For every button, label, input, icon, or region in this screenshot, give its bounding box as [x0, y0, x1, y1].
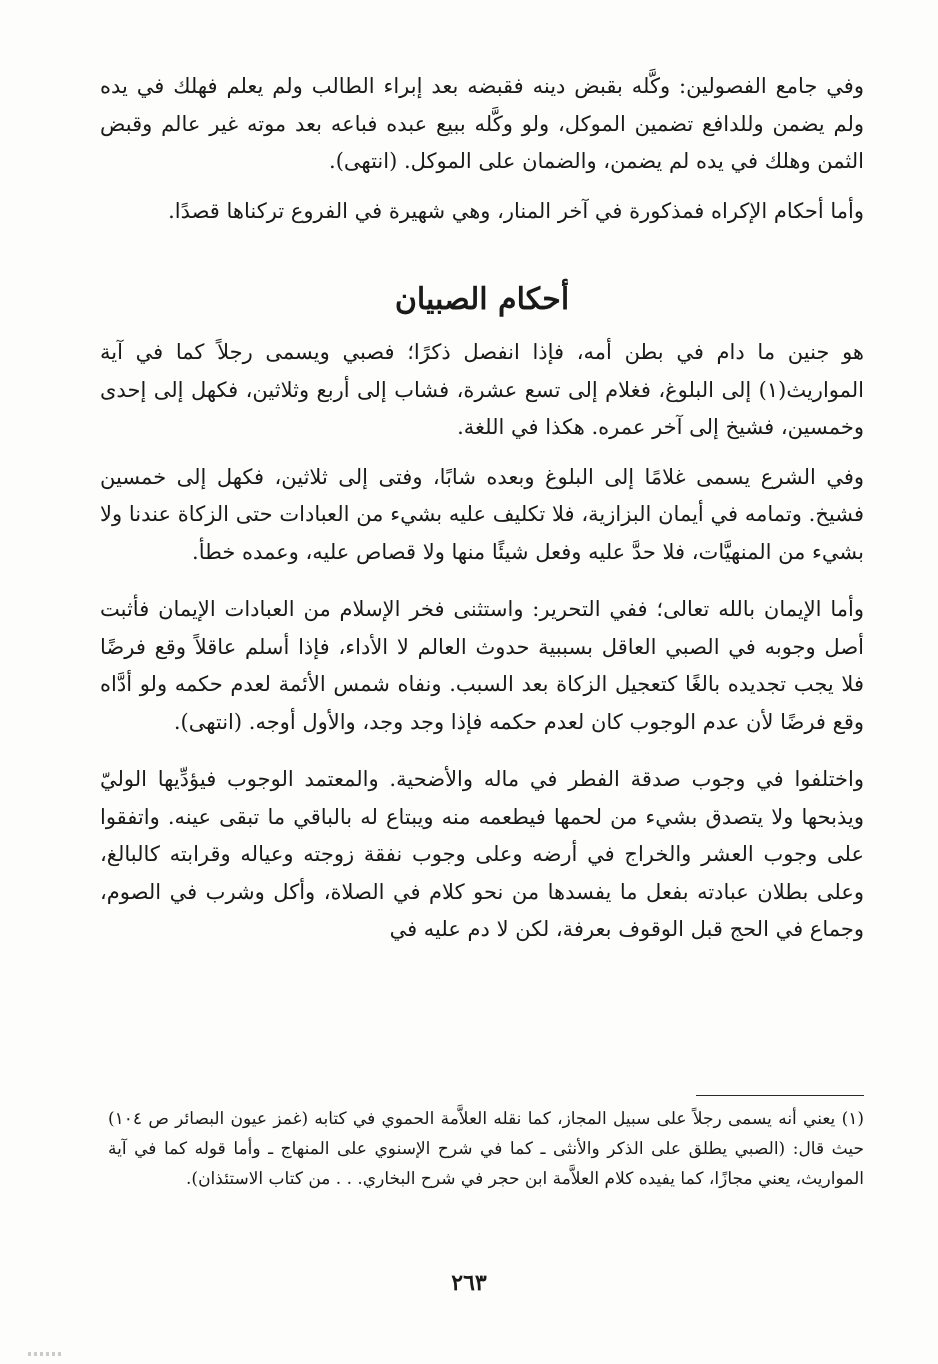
paragraph-3: هو جنين ما دام في بطن أمه، فإذا انفصل ذكرًا؛ فصبي ويسمى رجلاً كما في آية المواريث(١) إلى البلوغ، فغلام إلى تسع عشرة، فشاب إلى أربع وثلاثين، فكهل إلى إحدى وخمسين، فشيخ إلى آخر عمره. هكذا في اللغة. [100, 340, 864, 439]
main-text [100, 68, 864, 949]
footnote-1: (١) يعني أنه يسمى رجلاً على سبيل المجاز، كما نقله العلاَّمة الحموي في كتابه (غمز عيون البصائر ص ١٠٤) حيث قال: (الصبي يطلق على الذكر والأنثى ـ كما في شرح الإسنوي على المنهاج ـ وأما قوله كما في آية المواريث، يعني مجازًا، كما يفيده كلام العلاَّمة ابن حجر في شرح البخاري. . . من كتاب الاستئذان). [108, 1109, 864, 1189]
paragraph-1: وفي جامع الفصولين: وكَّله بقبض دينه فقبضه بعد إبراء الطالب ولم يعلم فهلك في يده ولم يضمن وللدافع تضمين الموكل، ولو وكَّله ببيع عبده فباعه بعد موته غير عالم وقبض الثمن وهلك في يده لم يضمن، والضمان على الموكل. (انتهى). [100, 74, 864, 173]
scan-mark [28, 1352, 62, 1356]
paragraph-6: واختلفوا في وجوب صدقة الفطر في ماله والأضحية. والمعتمد الوجوب فيؤدِّيها الوليّ ويذبحها ولا يتصدق بشيء من لحمها فيطعمه منه ويبتاع له بالباقي ما تبقى عينه. واتفقوا على وجوب العشر والخراج في أرضه وعلى وجوب نفقة زوجته وعياله وقرابته كالبالغ، وعلى بطلان عبادته بفعل ما يفسدها من نحو كلام في الصلاة، وأكل وشرب في الصوم، وجماع في الحج قبل الوقوف بعرفة، لكن لا دم عليه في [100, 767, 864, 941]
page-number: ٢٦٣ [451, 1270, 487, 1296]
footnotes [108, 1104, 864, 1194]
paragraph-4: وفي الشرع يسمى غلامًا إلى البلوغ وبعده شابًا، وفتى إلى ثلاثين، فكهل إلى خمسين فشيخ. وتمامه في أيمان البزازية، فلا تكليف عليه بشيء من العبادات حتى الزكاة عندنا ولا بشيء من المنهيَّات، فلا حدَّ عليه وفعل شيئًا منها ولا قصاص عليه، وعمده خطأ. [100, 464, 864, 564]
paragraph-2: وأما أحكام الإكراه فمذكورة في آخر المنار، وهي شهيرة في الفروع تركناها قصدًا. [168, 198, 864, 223]
footnote-divider [696, 1095, 864, 1096]
section-heading: أحكام الصبيان [394, 282, 570, 317]
paragraph-5: وأما الإيمان بالله تعالى؛ ففي التحرير: واستثنى فخر الإسلام من العبادات الإيمان فأثبت أصل وجوبه في الصبي العاقل بسببية حدوث العالم لا الأداء، فإذا أسلم عاقلاً وقع فرضًا فلا يجب تجديده بالغًا كتعجيل الزكاة بعد السبب. ونفاه شمس الأئمة لعدم حكمه ولو أدَّاه وقع فرضًا لأن عدم الوجوب كان لعدم حكمه فإذا وجد وجد، والأول أوجه. (انتهى). [100, 597, 864, 734]
